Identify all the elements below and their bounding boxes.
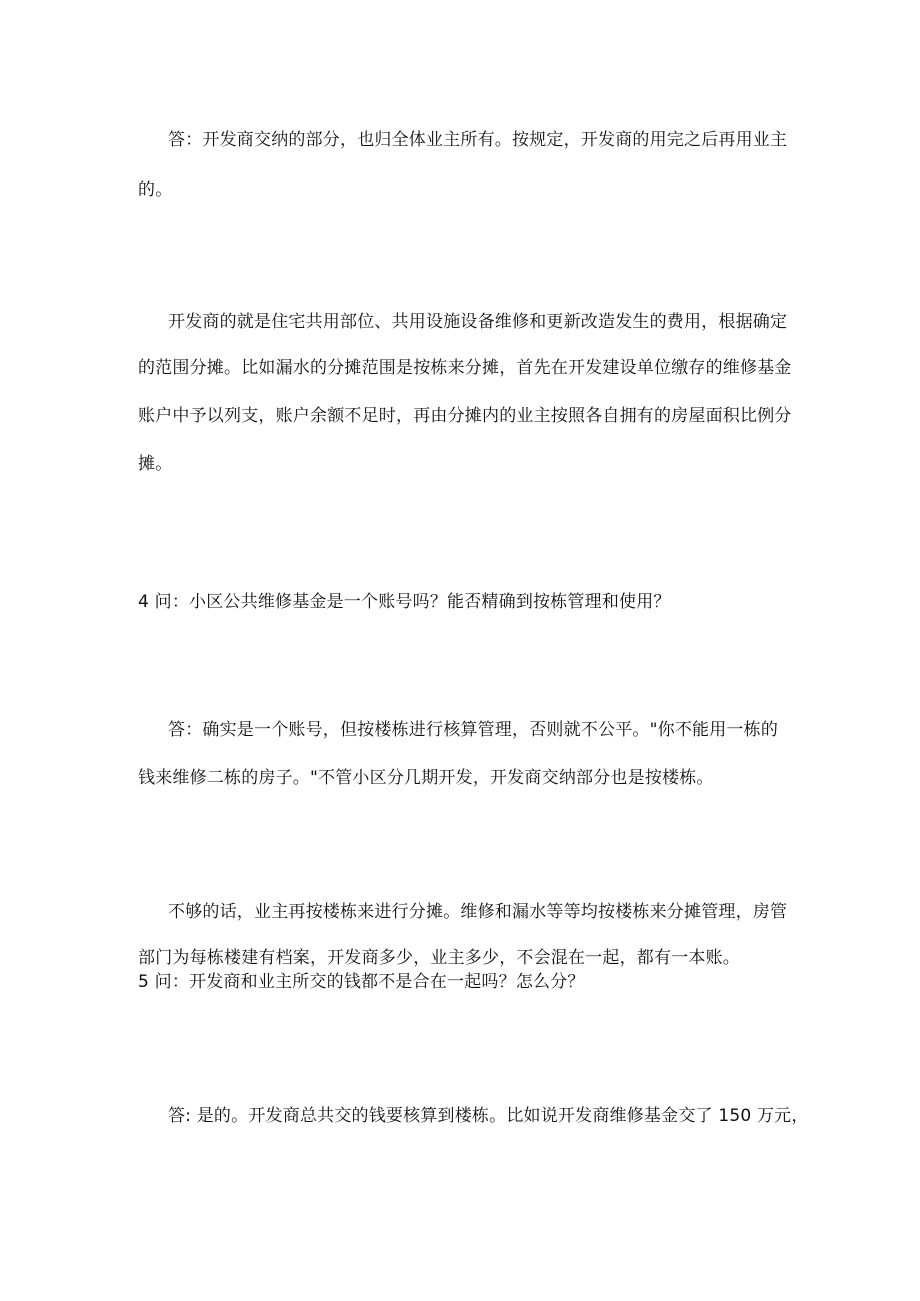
answer-5-part1-line1: 答: 是的。开发商总共交的钱要核算到楼栋。比如说开发商维修基金交了 150 万元， (168, 1106, 809, 1126)
answer-3-part1-line1: 答：开发商交纳的部分，也归全体业主所有。按规定，开发商的用完之后再用业主 (168, 130, 788, 150)
answer-4-part2-line1: 不够的话，业主再按楼栋来进行分摊。维修和漏水等等均按楼栋来分摊管理，房管 (168, 902, 788, 922)
answer-3-part2-line3: 账户中予以列支，账户余额不足时，再由分摊内的业主按照各自拥有的房屋面积比例分 (138, 406, 792, 426)
answer-3-part2-line2: 的范围分摊。比如漏水的分摊范围是按栋来分摊，首先在开发建设单位缴存的维修基金 (138, 358, 792, 378)
answer-4-part2-line2: 部门为每栋楼建有档案，开发商多少，业主多少，不会混在一起，都有一本账。 (138, 948, 740, 968)
answer-4-part1-line2: 钱来维修二栋的房子。"不管小区分几期开发，开发商交纳部分也是按楼栋。 (138, 768, 714, 788)
answer-3-part1-line2: 的。 (138, 180, 173, 200)
question-5: 5 问：开发商和业主所交的钱都不是合在一起吗？怎么分？ (138, 972, 585, 992)
answer-3-part2-line1: 开发商的就是住宅共用部位、共用设施设备维修和更新改造发生的费用，根据确定 (168, 312, 788, 332)
answer-4-part1-line1: 答：确实是一个账号，但按楼栋进行核算管理，否则就不公平。"你不能用一栋的 (168, 720, 779, 740)
answer-3-part2-line4: 摊。 (138, 454, 173, 474)
question-4: 4 问：小区公共维修基金是一个账号吗？能否精确到按栋管理和使用？ (138, 592, 671, 612)
